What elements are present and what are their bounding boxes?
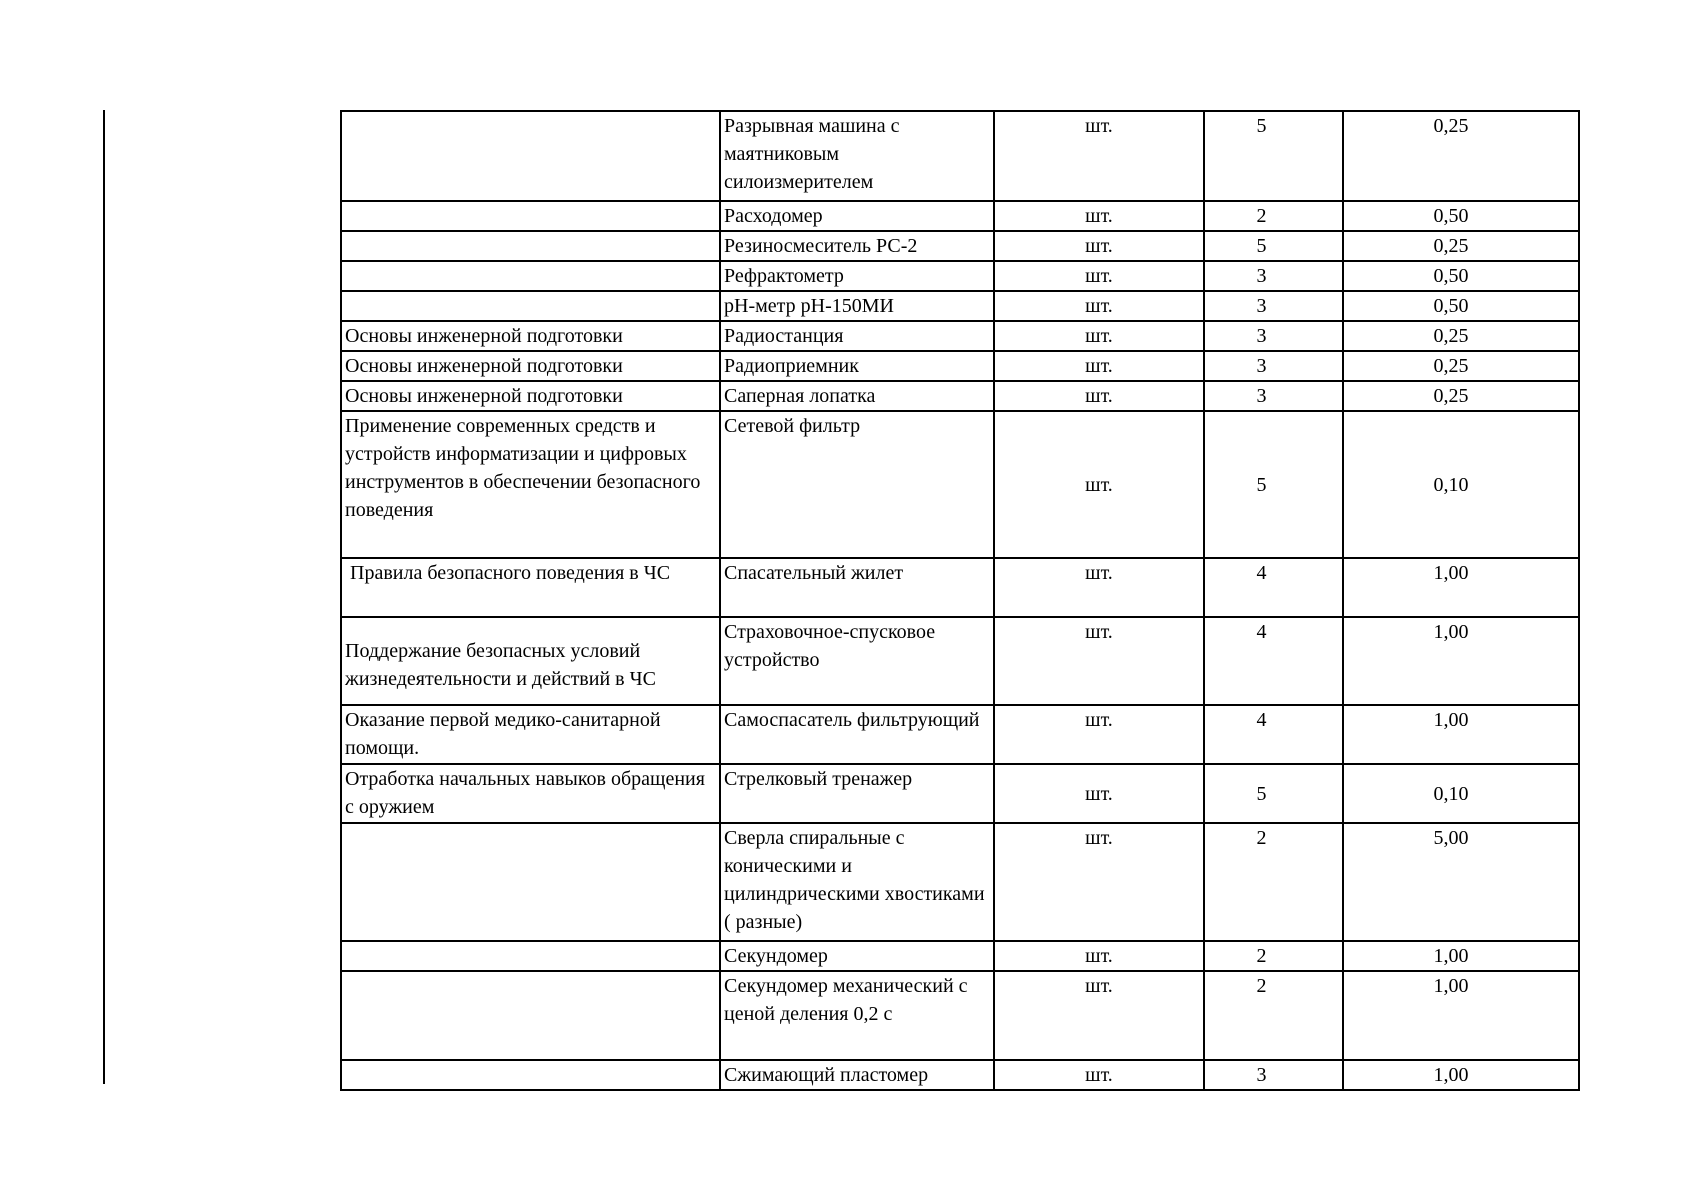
table-row [341, 764, 1579, 823]
norm-cell: 1,00 [1343, 941, 1579, 971]
item-cell: Рефрактометр [720, 261, 994, 291]
item-cell: Секундомер [720, 941, 994, 971]
item-cell: Сжимающий пластомер [720, 1060, 994, 1090]
norm-cell: 0,50 [1343, 201, 1579, 231]
item-cell: Резиносмеситель РС-2 [720, 231, 994, 261]
topic-cell: Отработка начальных навыков обращения с оружием [341, 764, 720, 823]
unit-cell: шт. [994, 1060, 1204, 1090]
item-cell: Радиоприемник [720, 351, 994, 381]
topic-cell [341, 941, 720, 971]
unit-cell: шт. [994, 261, 1204, 291]
quantity-cell: 3 [1204, 1060, 1343, 1090]
quantity-cell: 5 [1204, 111, 1343, 201]
quantity-cell: 2 [1204, 941, 1343, 971]
norm-cell: 1,00 [1343, 617, 1579, 705]
topic-cell [341, 971, 720, 1060]
quantity-cell: 5 [1204, 231, 1343, 261]
topic-cell [341, 291, 720, 321]
norm-cell: 1,00 [1343, 1060, 1579, 1090]
item-cell: Спасательный жилет [720, 558, 994, 617]
item-cell: Расходомер [720, 201, 994, 231]
table-row [341, 261, 1579, 291]
norm-cell: 1,00 [1343, 558, 1579, 617]
norm-cell: 1,00 [1343, 971, 1579, 1060]
unit-cell: шт. [994, 351, 1204, 381]
table-row [341, 705, 1579, 764]
table-row [341, 1060, 1579, 1090]
unit-cell: шт. [994, 705, 1204, 764]
topic-cell: Применение современных средств и устройств информатизации и цифровых инструментов в обеспечении безопасного поведения [341, 411, 720, 558]
quantity-cell: 4 [1204, 617, 1343, 705]
unit-cell: шт. [994, 291, 1204, 321]
quantity-cell: 4 [1204, 705, 1343, 764]
quantity-cell: 4 [1204, 558, 1343, 617]
unit-cell: шт. [994, 231, 1204, 261]
norm-cell: 0,25 [1343, 381, 1579, 411]
table-row [341, 411, 1579, 558]
quantity-cell: 5 [1204, 764, 1343, 823]
table-row [341, 823, 1579, 941]
topic-cell [341, 231, 720, 261]
table-row [341, 971, 1579, 1060]
quantity-cell: 3 [1204, 291, 1343, 321]
topic-cell: Поддержание безопасных условий жизнедеятельности и действий в ЧС [341, 617, 720, 705]
page-margin-line [103, 110, 105, 1084]
item-cell: Радиостанция [720, 321, 994, 351]
unit-cell: шт. [994, 764, 1204, 823]
item-cell: Сетевой фильтр [720, 411, 994, 558]
table-row [341, 351, 1579, 381]
table-row [341, 291, 1579, 321]
unit-cell: шт. [994, 941, 1204, 971]
quantity-cell: 2 [1204, 971, 1343, 1060]
quantity-cell: 3 [1204, 351, 1343, 381]
quantity-cell: 3 [1204, 321, 1343, 351]
topic-cell: Основы инженерной подготовки [341, 381, 720, 411]
table-row [341, 201, 1579, 231]
quantity-cell: 3 [1204, 381, 1343, 411]
quantity-cell: 2 [1204, 823, 1343, 941]
item-cell: Стрелковый тренажер [720, 764, 994, 823]
item-cell: Страховочное-спусковое устройство [720, 617, 994, 705]
table-row [341, 558, 1579, 617]
topic-cell: Основы инженерной подготовки [341, 351, 720, 381]
item-cell: Самоспасатель фильтрующий [720, 705, 994, 764]
topic-cell [341, 111, 720, 201]
item-cell: Сверла спиральные с коническими и цилиндрическими хвостиками ( разные) [720, 823, 994, 941]
unit-cell: шт. [994, 111, 1204, 201]
table-row [341, 111, 1579, 201]
item-cell: рН-метр рН-150МИ [720, 291, 994, 321]
equipment-table [340, 110, 1580, 1091]
unit-cell: шт. [994, 201, 1204, 231]
norm-cell: 0,25 [1343, 321, 1579, 351]
item-cell: Саперная лопатка [720, 381, 994, 411]
quantity-cell: 2 [1204, 201, 1343, 231]
norm-cell: 0,50 [1343, 261, 1579, 291]
norm-cell: 1,00 [1343, 705, 1579, 764]
unit-cell: шт. [994, 381, 1204, 411]
norm-cell: 0,25 [1343, 231, 1579, 261]
topic-cell [341, 1060, 720, 1090]
norm-cell: 0,10 [1343, 411, 1579, 558]
norm-cell: 5,00 [1343, 823, 1579, 941]
unit-cell: шт. [994, 617, 1204, 705]
unit-cell: шт. [994, 321, 1204, 351]
norm-cell: 0,25 [1343, 111, 1579, 201]
topic-cell: Оказание первой медико-санитарной помощи. [341, 705, 720, 764]
topic-cell [341, 823, 720, 941]
unit-cell: шт. [994, 823, 1204, 941]
topic-cell [341, 261, 720, 291]
item-cell: Разрывная машина с маятниковым силоизмерителем [720, 111, 994, 201]
unit-cell: шт. [994, 411, 1204, 558]
item-cell: Секундомер механический с ценой деления 0,2 с [720, 971, 994, 1060]
unit-cell: шт. [994, 558, 1204, 617]
table-row [341, 321, 1579, 351]
quantity-cell: 5 [1204, 411, 1343, 558]
norm-cell: 0,10 [1343, 764, 1579, 823]
table-row [341, 231, 1579, 261]
topic-cell: Основы инженерной подготовки [341, 321, 720, 351]
table-row [341, 381, 1579, 411]
table-row [341, 617, 1579, 705]
topic-cell [341, 201, 720, 231]
topic-cell: Правила безопасного поведения в ЧС [341, 558, 720, 617]
unit-cell: шт. [994, 971, 1204, 1060]
norm-cell: 0,25 [1343, 351, 1579, 381]
table-row [341, 941, 1579, 971]
quantity-cell: 3 [1204, 261, 1343, 291]
norm-cell: 0,50 [1343, 291, 1579, 321]
